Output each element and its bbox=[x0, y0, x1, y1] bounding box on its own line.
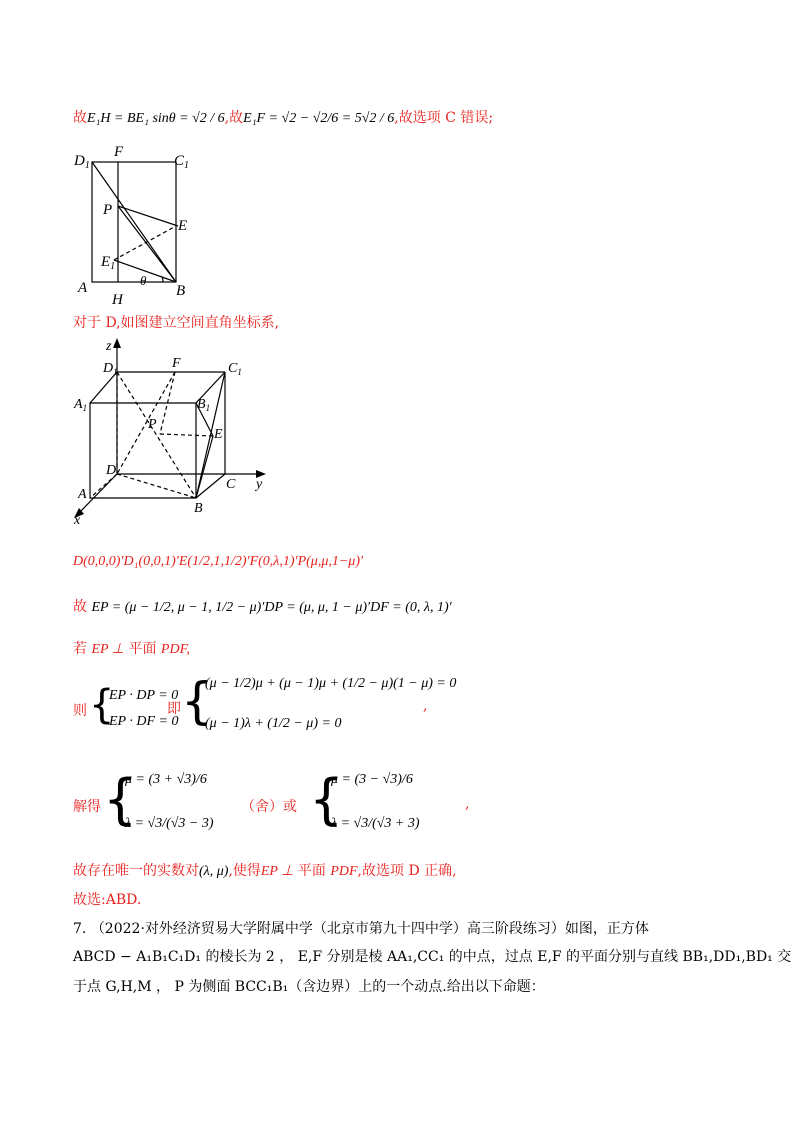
text-mid: ,使得 bbox=[228, 863, 261, 879]
label-a1: $A_1$ bbox=[74, 397, 88, 413]
label-c1: $C_1$ bbox=[174, 153, 190, 171]
q7-line3: 于点 G,H,M ， P 为侧面 BCC₁B₁（含边界）上的一个动点.给出以下命题： bbox=[73, 979, 545, 995]
label-d: D bbox=[106, 463, 117, 478]
label-c1: $C_1$ bbox=[228, 361, 242, 377]
segment-pe-dashed bbox=[160, 434, 213, 436]
segment-fd-dashed bbox=[117, 372, 175, 474]
label-f: F bbox=[114, 144, 124, 160]
text-prefix: 故存在唯一的实数对 bbox=[73, 863, 199, 879]
line-if-perpendicular bbox=[73, 640, 190, 659]
formula-ep-dot-dp: EP · DP = 0 bbox=[109, 688, 179, 703]
line-coordinates: D(0,0,0)′D₁(0,0,1)′E(1/2,1,1/2)′F(0,λ,1)′P(μ,μ,1−μ)′ bbox=[73, 554, 364, 569]
brace-left-2: { bbox=[181, 672, 213, 730]
label-d1: $D_1$ bbox=[103, 361, 118, 377]
formula-mu-1: μ = (3 + √3)/6 bbox=[125, 772, 207, 787]
segment-eb bbox=[196, 436, 213, 498]
text-plane: 平面 bbox=[128, 641, 157, 657]
label-b: B bbox=[176, 283, 186, 299]
text-prefix: 故 bbox=[73, 599, 87, 615]
label-p: P bbox=[103, 202, 113, 218]
brace-left-3: { bbox=[103, 768, 138, 831]
line-e1h bbox=[73, 109, 493, 128]
formula-plane-pdf: PDF, bbox=[160, 642, 190, 657]
segment-e1e-dashed bbox=[114, 226, 176, 260]
label-c: C bbox=[226, 477, 236, 492]
formula-mu-2: μ = (3 − √3)/6 bbox=[331, 772, 413, 787]
figure-rectangle bbox=[70, 140, 200, 308]
text-comma: , bbox=[423, 698, 428, 714]
line-answer: 故选:ABD. bbox=[73, 892, 142, 908]
formula-pair: (λ, μ) bbox=[199, 864, 229, 879]
label-a: A bbox=[78, 280, 88, 296]
segment-pb bbox=[118, 206, 176, 282]
text-plane: 平面 bbox=[297, 863, 326, 879]
brace-left-4: { bbox=[309, 768, 344, 831]
label-theta: θ bbox=[140, 273, 147, 288]
formula-eq1: (μ − 1/2)μ + (μ − 1)μ + (1/2 − μ)(1 − μ) = 0 bbox=[205, 676, 457, 691]
formula-ep-perp: EP ⊥ bbox=[260, 864, 294, 879]
label-e: E bbox=[178, 218, 188, 234]
label-b1: $B_1$ bbox=[197, 397, 211, 413]
formula-ep-dot-df: EP · DF = 0 bbox=[109, 714, 179, 729]
formula-e1h: E₁H = BE₁ sinθ = √2 / 6 bbox=[87, 111, 225, 126]
angle-arc bbox=[162, 277, 163, 282]
label-p: P bbox=[148, 417, 157, 432]
brace-left-1: { bbox=[89, 682, 115, 728]
arrow-z bbox=[113, 338, 121, 348]
text-prefix: 若 bbox=[73, 641, 87, 657]
label-b: B bbox=[194, 501, 203, 516]
block-solutions bbox=[73, 760, 753, 850]
formula-plane-pdf: PDF bbox=[330, 864, 358, 879]
label-z: z bbox=[106, 339, 112, 354]
formula-vectors: EP = (μ − 1/2, μ − 1, 1/2 − μ)′DP = (μ, μ, 1 − μ)′DF = (0, λ, 1)′ bbox=[91, 600, 452, 615]
figure-cube bbox=[70, 336, 270, 526]
text-suffix: ,故选项 D 正确, bbox=[357, 863, 457, 879]
formula-e1f: E₁F = √2 − √2/6 = 5√2 / 6 bbox=[243, 111, 395, 126]
text-reject-or: （舍）或 bbox=[241, 799, 297, 815]
text-prefix: 故 bbox=[73, 110, 87, 126]
line-existence bbox=[73, 862, 457, 881]
formula-lambda-2: λ = √3/(√3 + 3) bbox=[331, 816, 420, 831]
line-vectors bbox=[73, 598, 452, 617]
formula-lambda-1: λ = √3/(√3 − 3) bbox=[125, 816, 214, 831]
q7-number: 7. bbox=[73, 921, 87, 937]
segment-db-dashed bbox=[117, 474, 196, 498]
label-x: x bbox=[74, 513, 81, 526]
q7-source: （2022·对外经济贸易大学附属中学（北京市第九十四中学）高三阶段练习）如图，正方体 bbox=[90, 921, 649, 937]
text-comma: , bbox=[465, 796, 470, 812]
label-e: E bbox=[214, 427, 223, 442]
text-solve: 解得 bbox=[73, 799, 101, 815]
text-sep: ,故 bbox=[224, 110, 244, 126]
line-case-d: 对于 D,如图建立空间直角坐标系, bbox=[73, 315, 280, 331]
label-e1: $E_1$ bbox=[101, 254, 116, 272]
label-a: A bbox=[78, 487, 87, 502]
text-ie: 即 bbox=[167, 701, 181, 717]
text-then: 则 bbox=[73, 703, 87, 719]
label-h: H bbox=[112, 292, 123, 308]
label-y: y bbox=[256, 477, 263, 492]
q7-line2: ABCD − A₁B₁C₁D₁ 的棱长为 2 ， E,F 分别是棱 AA₁,CC₁ 的中点，过点 E,F 的平面分别与直线 BB₁,DD₁,BD₁ 交 bbox=[73, 949, 792, 965]
text-suffix: ,故选项 C 错误; bbox=[394, 110, 494, 126]
formula-eq2: (μ − 1)λ + (1/2 − μ) = 0 bbox=[205, 716, 342, 731]
block-then-system bbox=[73, 668, 753, 748]
label-d1: $D_1$ bbox=[74, 153, 90, 171]
label-f: F bbox=[172, 356, 181, 371]
segment-pe bbox=[118, 206, 178, 226]
q7-line1 bbox=[73, 920, 649, 938]
formula-ep-perp: EP ⊥ bbox=[91, 642, 124, 657]
